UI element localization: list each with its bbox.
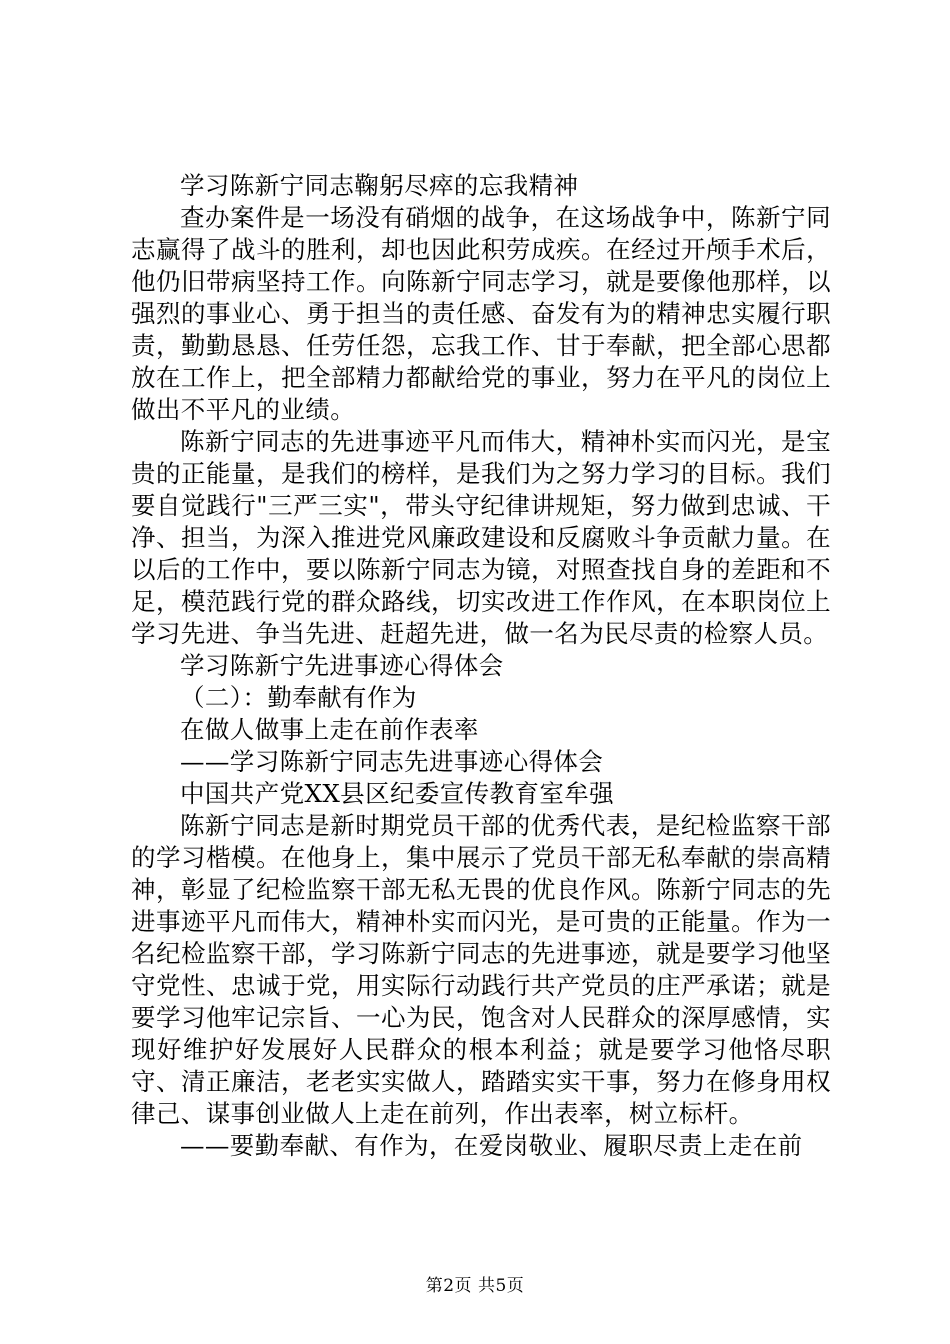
author-line: 中国共产党XX县区纪委宣传教育室牟强 (180, 779, 615, 808)
section-heading: 学习陈新宁同志鞠躬尽瘁的忘我精神 (180, 171, 579, 200)
body-paragraph: 陈新宁同志的先进事迹平凡而伟大，精神朴实而闪光，是宝贵的正能量，是我们的榜样，是我们为之努力学习的目标。我们要自觉践行"三严三实"，带头守纪律讲规矩，努力做到忠诚、干净、担当，为深入推进党风廉政建设和反腐败斗争贡献力量。在以后的工作中，要以陈新宁同志为镜，对照查找自身的差距和不足，模范践行党的群众路线，切实改进工作作风，在本职岗位上学习先进、争当先进、赶超先进，做一名为民尽责的检察人员。 (131, 427, 831, 648)
article-subheading: ——学习陈新宁同志先进事迹心得体会 (180, 747, 604, 776)
body-paragraph: ——要勤奉献、有作为，在爱岗敬业、履职尽责上走在前 (180, 1131, 803, 1160)
article-title: 学习陈新宁先进事迹心得体会 (180, 651, 504, 680)
body-paragraph: 查办案件是一场没有硝烟的战争，在这场战争中，陈新宁同志赢得了战斗的胜利，却也因此积劳成疾。在经过开颅手术后，他仍旧带病坚持工作。向陈新宁同志学习，就是要像他那样，以强烈的事业心、勇于担当的责任感、奋发有为的精神忠实履行职责，勤勤恳恳、任劳任怨，忘我工作、甘于奉献，把全部心思都放在工作上，把全部精力都献给党的事业，努力在平凡的岗位上做出不平凡的业绩。 (131, 203, 831, 424)
article-heading: 在做人做事上走在前作表率 (180, 715, 479, 744)
page-number: 第2页 共5页 (425, 1276, 525, 1296)
body-paragraph: 陈新宁同志是新时期党员干部的优秀代表，是纪检监察干部的学习楷模。在他身上，集中展示了党员干部无私奉献的崇高精神，彰显了纪检监察干部无私无畏的优良作风。陈新宁同志的先进事迹平凡而伟大，精神朴实而闪光，是可贵的正能量。作为一名纪检监察干部，学习陈新宁同志的先进事迹，就是要学习他坚守党性、忠诚于党，用实际行动践行共产党员的庄严承诺；就是要学习他牢记宗旨、一心为民，饱含对人民群众的深厚感情，实现好维护好发展好人民群众的根本利益；就是要学习他恪尽职守、清正廉洁，老老实实做人，踏踏实实干事，努力在修身用权律己、谋事创业做人上走在前列，作出表率，树立标杆。 (131, 811, 831, 1128)
article-subtitle: （二）：勤奉献有作为 (180, 683, 417, 712)
document-body (131, 170, 831, 1162)
